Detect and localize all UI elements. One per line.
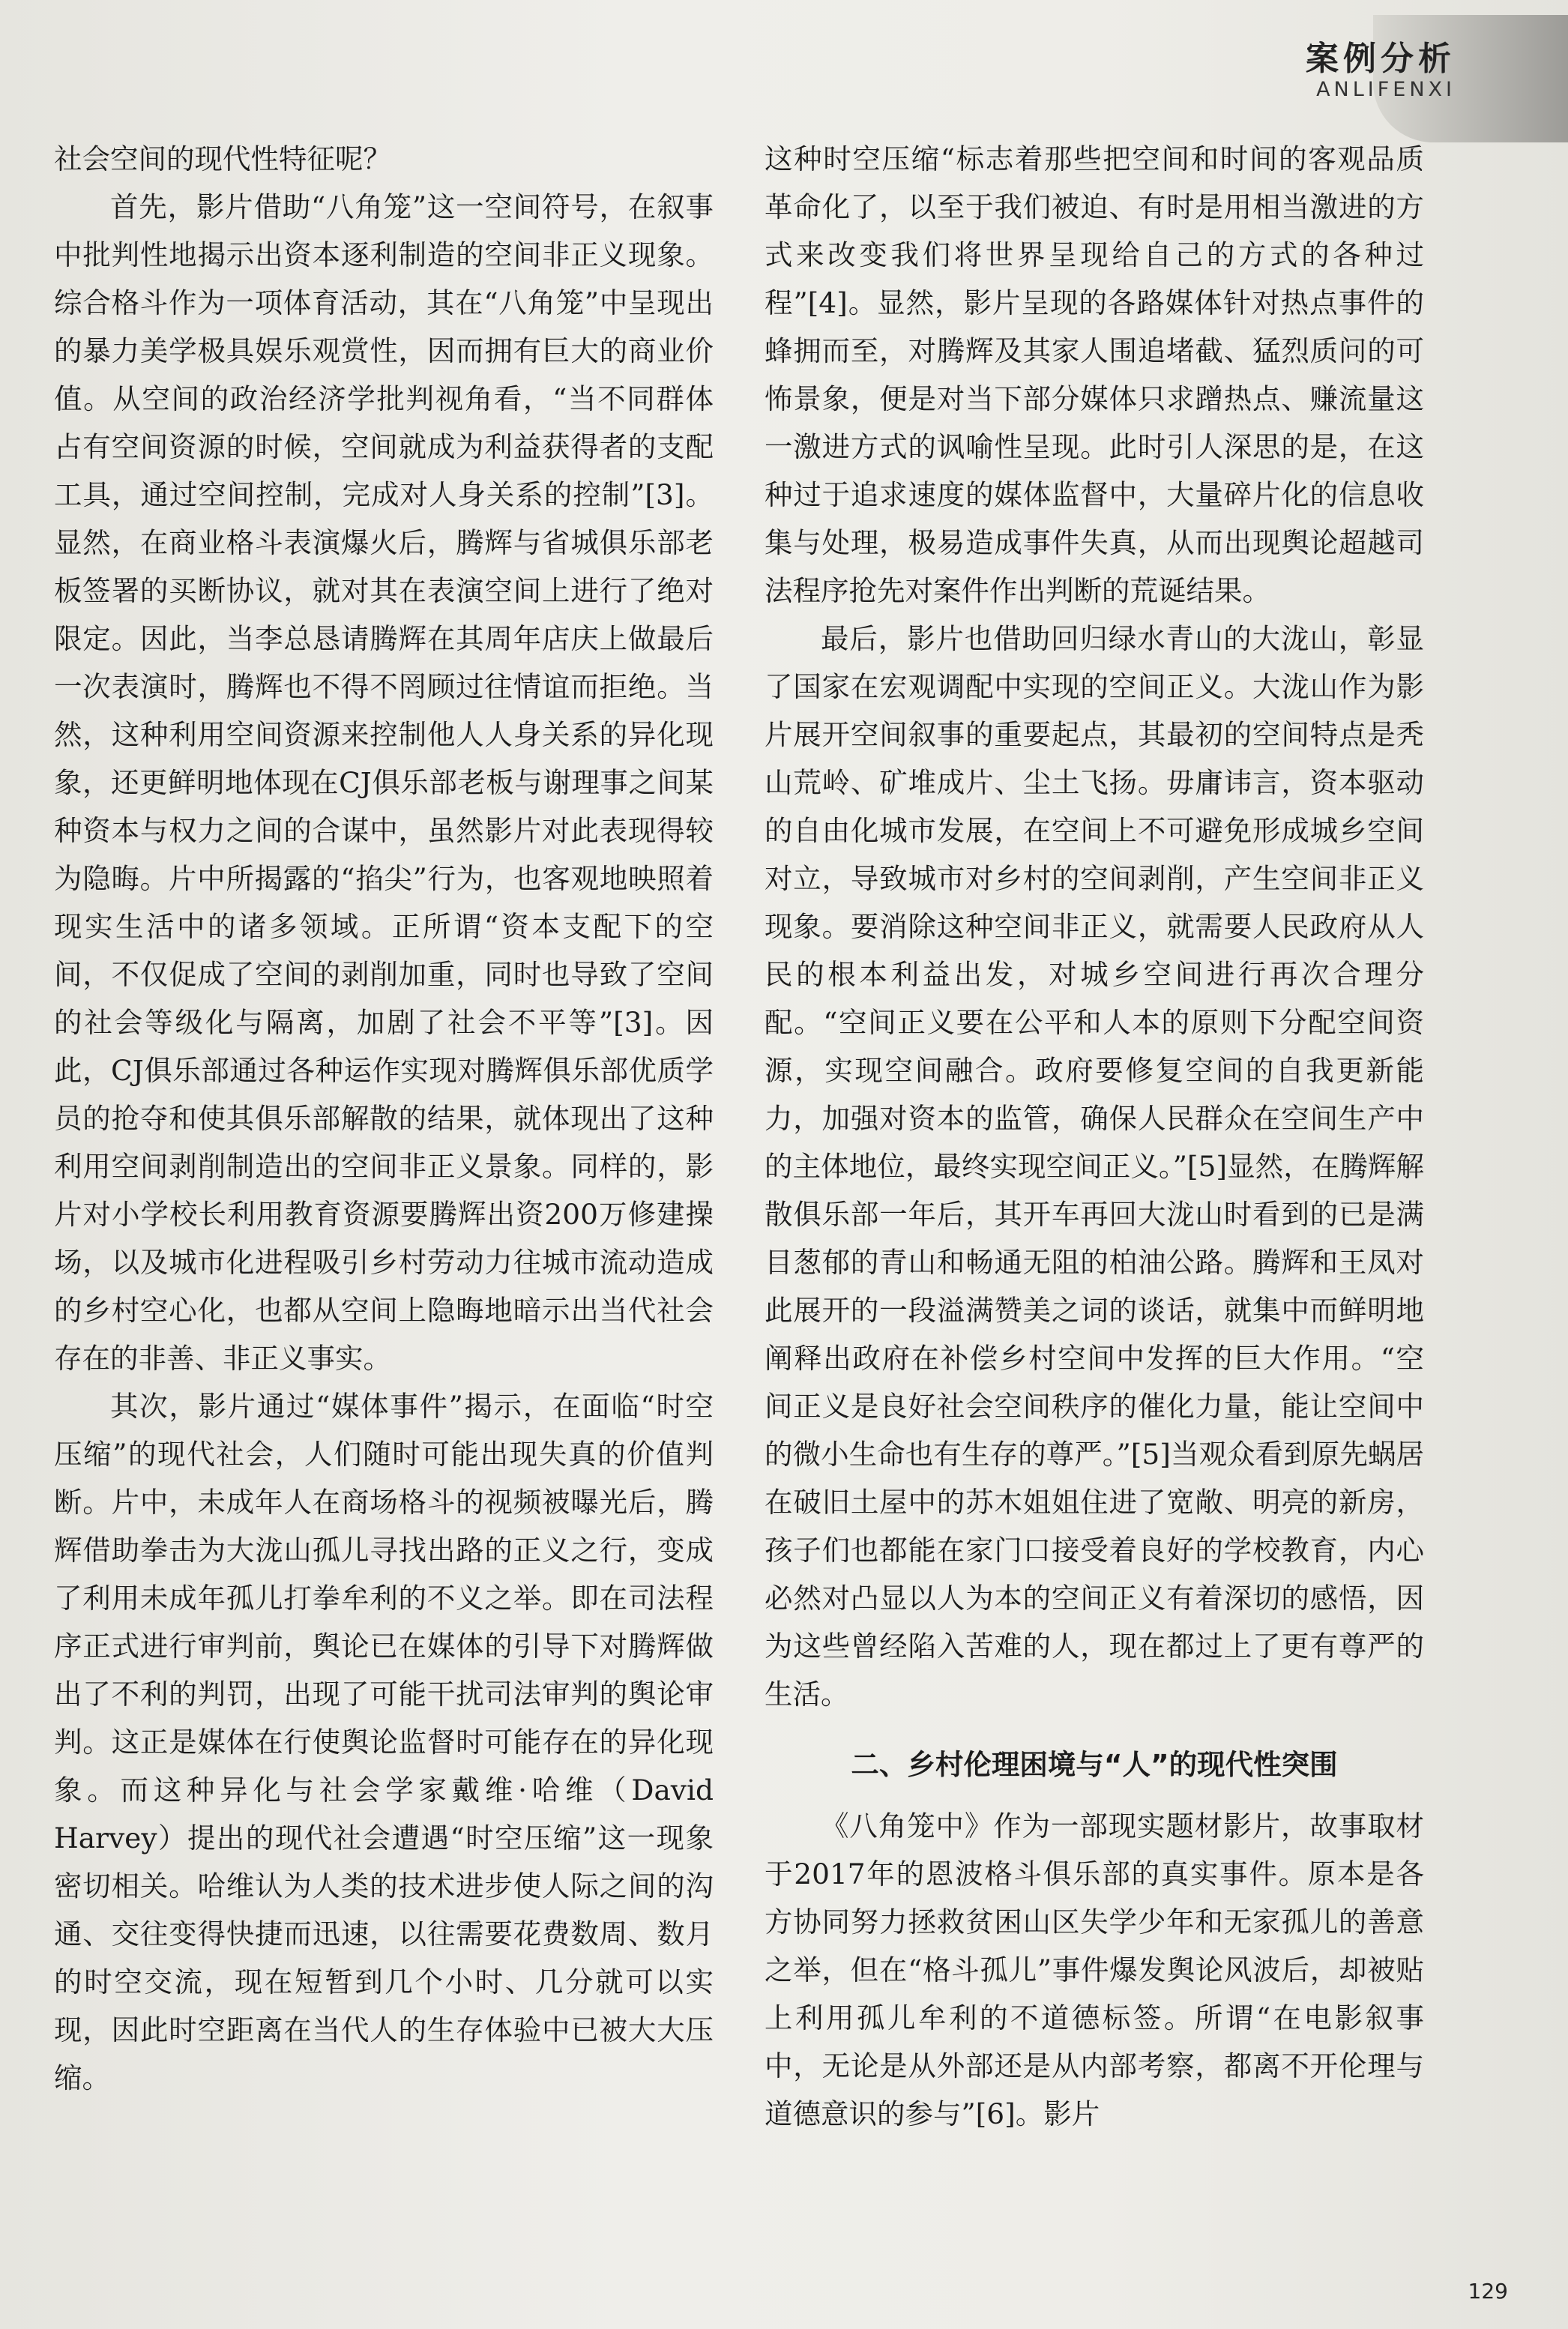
- section-subtitle: ANLIFENXI: [1316, 78, 1456, 101]
- left-column: [54, 135, 714, 2102]
- paragraph: 首先，影片借助“八角笼”这一空间符号，在叙事中批判性地揭示出资本逐利制造的空间非正义现象。综合格斗作为一项体育活动，其在“八角笼”中呈现出的暴力美学极具娱乐观赏性，因而拥有巨大的商业价值。从空间的政治经济学批判视角看，“当不同群体占有空间资源的时候，空间就成为利益获得者的支配工具，通过空间控制，完成对人身关系的控制”[3]。显然，在商业格斗表演爆火后，腾辉与省城俱乐部老板签署的买断协议，就对其在表演空间上进行了绝对限定。因此，当李总恳请腾辉在其周年店庆上做最后一次表演时，腾辉也不得不罔顾过往情谊而拒绝。当然，这种利用空间资源来控制他人人身关系的异化现象，还更鲜明地体现在CJ俱乐部老板与谢理事之间某种资本与权力之间的合谋中，虽然影片对此表现得较为隐晦。片中所揭露的“掐尖”行为，也客观地映照着现实生活中的诸多领域。正所谓“资本支配下的空间，不仅促成了空间的剥削加重，同时也导致了空间的社会等级化与隔离，加剧了社会不平等”[3]。因此，CJ俱乐部通过各种运作实现对腾辉俱乐部优质学员的抢夺和使其俱乐部解散的结果，就体现出了这种利用空间剥削制造出的空间非正义景象。同样的，影片对小学校长利用教育资源要腾辉出资200万修建操场，以及城市化进程吸引乡村劳动力往城市流动造成的乡村空心化，也都从空间上隐晦地暗示出当代社会存在的非善、非正义事实。: [54, 190, 714, 1375]
- right-column: [765, 135, 1424, 2138]
- page-number: 129: [1468, 2279, 1508, 2304]
- paragraph: 社会空间的现代性特征呢？: [54, 142, 391, 175]
- section-header: [1193, 0, 1568, 142]
- paragraph: 最后，影片也借助回归绿水青山的大泷山，彰显了国家在宏观调配中实现的空间正义。大泷山作为影片展开空间叙事的重要起点，其最初的空间特点是秃山荒岭、矿堆成片、尘土飞扬。毋庸讳言，资本驱动的自由化城市发展，在空间上不可避免形成城乡空间对立，导致城市对乡村的空间剥削，产生空间非正义现象。要消除这种空间非正义，就需要人民政府从人民的根本利益出发，对城乡空间进行再次合理分配。“空间正义要在公平和人本的原则下分配空间资源，实现空间融合。政府要修复空间的自我更新能力，加强对资本的监管，确保人民群众在空间生产中的主体地位，最终实现空间正义。”[5]显然，在腾辉解散俱乐部一年后，其开车再回大泷山时看到的已是满目葱郁的青山和畅通无阻的柏油公路。腾辉和王凤对此展开的一段溢满赞美之词的谈话，就集中而鲜明地阐释出政府在补偿乡村空间中发挥的巨大作用。“空间正义是良好社会空间秩序的催化力量，能让空间中的微小生命也有生存的尊严。”[5]当观众看到原先蜗居在破旧土屋中的苏木姐姐住进了宽敞、明亮的新房，孩子们也都能在家门口接受着良好的学校教育，内心必然对凸显以人为本的空间正义有着深切的感悟，因为这些曾经陷入苦难的人，现在都过上了更有尊严的生活。: [765, 622, 1424, 1711]
- section-title: 案例分析: [1306, 40, 1456, 78]
- paragraph: 其次，影片通过“媒体事件”揭示，在面临“时空压缩”的现代社会，人们随时可能出现失真的价值判断。片中，未成年人在商场格斗的视频被曝光后，腾辉借助拳击为大泷山孤儿寻找出路的正义之行，变成了利用未成年孤儿打拳牟利的不义之举。即在司法程序正式进行审判前，舆论已在媒体的引导下对腾辉做出了不利的判罚，出现了可能干扰司法审判的舆论审判。这正是媒体在行使舆论监督时可能存在的异化现象。而这种异化与社会学家戴维·哈维（David Harvey）提出的现代社会遭遇“时空压缩”这一现象密切相关。哈维认为人类的技术进步使人际之间的沟通、交往变得快捷而迅速，以往需要花费数周、数月的时空交流，现在短暂到几个小时、几分就可以实现，因此时空距离在当代人的生存体验中已被大大压缩。: [54, 1390, 714, 2094]
- paragraph: 《八角笼中》作为一部现实题材影片，故事取材于2017年的恩波格斗俱乐部的真实事件。原本是各方协同努力拯救贫困山区失学少年和无家孤儿的善意之举，但在“格斗孤儿”事件爆发舆论风波后，却被贴上利用孤儿牟利的不道德标签。所谓“在电影叙事中，无论是从外部还是从内部考察，都离不开伦理与道德意识的参与”[6]。影片: [765, 1810, 1424, 2130]
- paragraph: 这种时空压缩“标志着那些把空间和时间的客观品质革命化了，以至于我们被迫、有时是用相当激进的方式来改变我们将世界呈现给自己的方式的各种过程”[4]。显然，影片呈现的各路媒体针对热点事件的蜂拥而至，对腾辉及其家人围追堵截、猛烈质问的可怖景象，便是对当下部分媒体只求蹭热点、赚流量这一激进方式的讽喻性呈现。此时引人深思的是，在这种过于追求速度的媒体监督中，大量碎片化的信息收集与处理，极易造成事件失真，从而出现舆论超越司法程序抢先对案件作出判断的荒诞结果。: [765, 142, 1424, 607]
- section-heading: 二、乡村伦理困境与“人”的现代性突围: [851, 1748, 1338, 1781]
